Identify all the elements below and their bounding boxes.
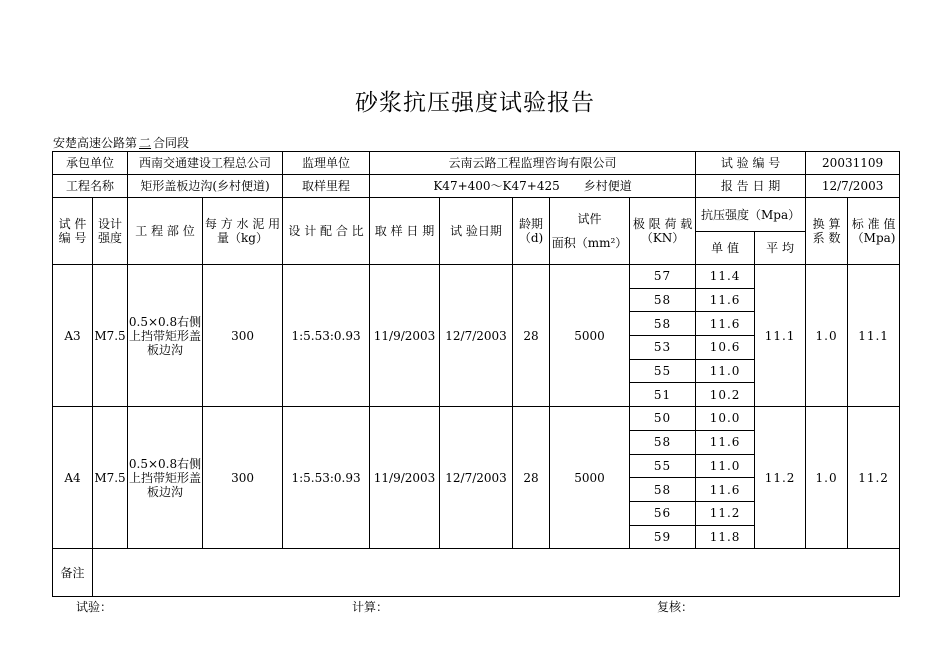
specimen-rows (53, 265, 900, 549)
specimen-area: 5000 (550, 407, 630, 549)
sampling-date: 11/9/2003 (370, 265, 440, 407)
load-value: 51 (630, 383, 696, 407)
test-date: 12/7/2003 (440, 265, 513, 407)
load-value: 57 (630, 265, 696, 289)
header-area-top: 试件 (577, 212, 602, 226)
remarks-value (93, 549, 900, 597)
location: 0.5×0.8右侧上挡带矩形盖板边沟 (128, 407, 203, 549)
contract-suffix: 合同段 (153, 136, 190, 150)
remarks-row (53, 549, 900, 597)
load-value: 53 (630, 336, 696, 360)
header-strength: 抗压强度（Mpa） (696, 198, 806, 232)
single-strength: 11.6 (696, 430, 755, 454)
age-days: 28 (513, 265, 550, 407)
single-strength: 10.0 (696, 407, 755, 431)
mix-ratio: 1:5.53:0.93 (283, 265, 370, 407)
load-value: 56 (630, 501, 696, 525)
contract-section (53, 134, 189, 151)
header-design-strength: 设计强度 (93, 198, 128, 265)
load-value: 59 (630, 525, 696, 549)
header-standard: 标 准 值（Mpa) (848, 198, 900, 265)
table-row (53, 407, 900, 431)
single-strength: 11.4 (696, 265, 755, 289)
supervisor-label: 监理单位 (283, 152, 370, 175)
report-title: 砂浆抗压强度试验报告 (355, 90, 595, 116)
header-mix: 设 计 配 合 比 (283, 198, 370, 265)
info-row-2 (53, 175, 900, 198)
remarks-label: 备注 (53, 549, 93, 597)
project-label: 工程名称 (53, 175, 128, 198)
test-no-label: 试 验 编 号 (696, 152, 806, 175)
footer-review-label: 复核： (657, 600, 694, 614)
single-strength: 11.0 (696, 454, 755, 478)
conversion-factor: 1.0 (806, 265, 848, 407)
single-strength: 11.2 (696, 501, 755, 525)
header-sampling-date: 取 样 日 期 (370, 198, 440, 265)
sampling-date: 11/9/2003 (370, 407, 440, 549)
header-factor: 换 算 系 数 (806, 198, 848, 265)
header-age: 龄期（d) (513, 198, 550, 265)
conversion-factor: 1.0 (806, 407, 848, 549)
location: 0.5×0.8右侧上挡带矩形盖板边沟 (128, 265, 203, 407)
contractor-value: 西南交通建设工程总公司 (128, 152, 283, 175)
table-row (53, 265, 900, 289)
specimen-area: 5000 (550, 265, 630, 407)
design-grade: M7.5 (93, 407, 128, 549)
specimen-id: A4 (53, 407, 93, 549)
info-row-1 (53, 152, 900, 175)
contractor-label: 承包单位 (53, 152, 128, 175)
header-load: 极 限 荷 载（KN） (630, 198, 696, 265)
contract-number: 二 (139, 136, 152, 150)
header-test-date: 试 验日期 (440, 198, 513, 265)
header-single: 单 值 (696, 232, 755, 265)
header-location: 工 程 部 位 (128, 198, 203, 265)
cement-amount: 300 (203, 265, 283, 407)
header-average: 平 均 (755, 232, 806, 265)
header-area-bottom: 面积（mm²） (551, 236, 628, 250)
standard-strength: 11.2 (848, 407, 900, 549)
contract-prefix: 安楚高速公路第 (53, 136, 138, 150)
cement-amount: 300 (203, 407, 283, 549)
load-value: 58 (630, 430, 696, 454)
report-date-label: 报 告 日 期 (696, 175, 806, 198)
footer-test-label: 试验： (76, 600, 113, 614)
column-header-row-1 (53, 198, 900, 232)
standard-strength: 11.1 (848, 265, 900, 407)
test-date: 12/7/2003 (440, 407, 513, 549)
load-value: 58 (630, 478, 696, 502)
report-table (52, 151, 900, 597)
single-strength: 11.6 (696, 288, 755, 312)
age-days: 28 (513, 407, 550, 549)
sampling-mileage-value: K47+400～K47+425 乡村便道 (370, 175, 696, 198)
project-value: 矩形盖板边沟(乡村便道) (128, 175, 283, 198)
single-strength: 10.6 (696, 336, 755, 360)
single-strength: 10.2 (696, 383, 755, 407)
mix-ratio: 1:5.53:0.93 (283, 407, 370, 549)
specimen-id: A3 (53, 265, 93, 407)
load-value: 55 (630, 454, 696, 478)
single-strength: 11.8 (696, 525, 755, 549)
average-strength: 11.1 (755, 265, 806, 407)
design-grade: M7.5 (93, 265, 128, 407)
header-specimen-no: 试 件 编 号 (53, 198, 93, 265)
single-strength: 11.6 (696, 312, 755, 336)
average-strength: 11.2 (755, 407, 806, 549)
single-strength: 11.6 (696, 478, 755, 502)
sampling-mileage-label: 取样里程 (283, 175, 370, 198)
supervisor-value: 云南云路工程监理咨询有限公司 (370, 152, 696, 175)
load-value: 55 (630, 359, 696, 383)
load-value: 58 (630, 288, 696, 312)
load-value: 50 (630, 407, 696, 431)
single-strength: 11.0 (696, 359, 755, 383)
load-value: 58 (630, 312, 696, 336)
report-date-value: 12/7/2003 (806, 175, 900, 198)
header-cement: 每 方 水 泥 用 量（kg） (203, 198, 283, 265)
footer-calc-label: 计算： (352, 600, 389, 614)
header-area (550, 198, 630, 265)
test-no-value: 20031109 (806, 152, 900, 175)
